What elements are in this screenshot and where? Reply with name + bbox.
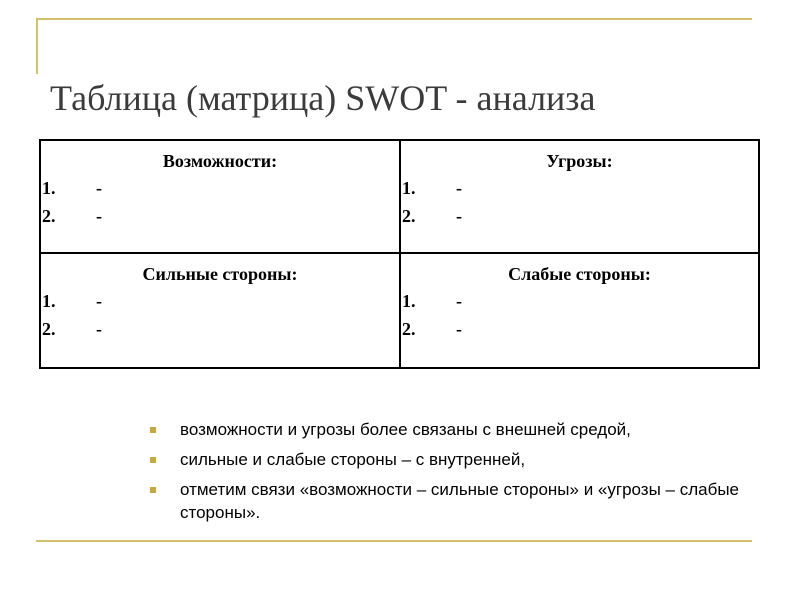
item-text: - [96,291,102,311]
bullet-square-icon [150,487,156,493]
list-item [401,287,758,315]
list-item [41,315,399,343]
item-text: - [456,319,462,339]
bullet-text: возможности и угрозы более связаны с внешней средой, [180,420,631,439]
item-number: 2. [42,319,56,339]
list-item [401,202,758,230]
item-text: - [456,178,462,198]
item-number: 2. [402,206,416,226]
list-item [401,315,758,343]
strengths-heading: Сильные стороны: [142,264,298,284]
threats-heading: Угрозы: [546,151,613,171]
bullet-item [148,478,778,524]
decorative-left-line [36,18,38,74]
bullet-square-icon [150,457,156,463]
item-number: 1. [402,178,416,198]
swot-table [39,139,760,369]
item-number: 2. [402,319,416,339]
decorative-bottom-line [36,540,752,542]
item-number: 1. [42,178,56,198]
weaknesses-cell [401,254,758,367]
strengths-cell [41,254,401,367]
list-item [401,174,758,202]
bullet-item [148,418,778,441]
item-text: - [96,319,102,339]
bullet-square-icon [150,427,156,433]
bullet-list [148,418,778,531]
opportunities-heading: Возможности: [162,151,278,171]
item-text: - [96,178,102,198]
bullet-text: сильные и слабые стороны – с внутренней, [180,450,526,469]
item-number: 2. [42,206,56,226]
decorative-top-line [36,18,752,20]
item-number: 1. [402,291,416,311]
slide-title: Таблица (матрица) SWOT - анализа [50,78,596,118]
bullet-item [148,448,778,471]
threats-cell [401,141,758,254]
opportunities-cell [41,141,401,254]
list-item [41,174,399,202]
item-number: 1. [42,291,56,311]
list-item [41,202,399,230]
item-text: - [456,291,462,311]
bullet-text: отметим связи «возможности – сильные стороны» и «угрозы – слабые стороны». [180,480,739,522]
weaknesses-heading: Слабые стороны: [508,264,651,284]
list-item [41,287,399,315]
item-text: - [96,206,102,226]
item-text: - [456,206,462,226]
